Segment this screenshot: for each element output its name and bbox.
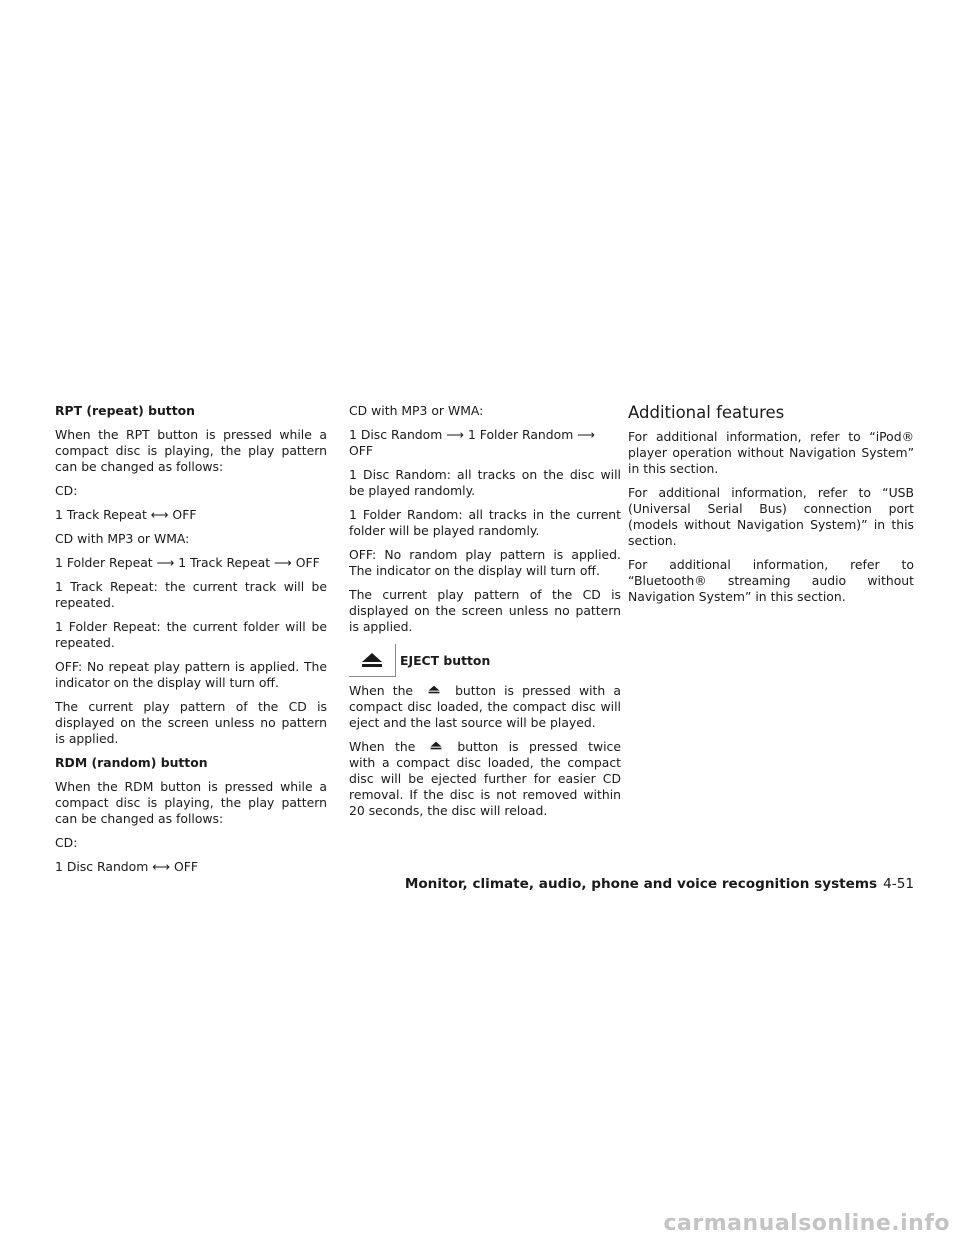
- bluetooth-reference: For additional information, refer to “Bluetooth® streaming audio without Navigation System” in this section.: [628, 557, 914, 604]
- eject-heading: EJECT button: [400, 652, 491, 668]
- page-footer: [405, 876, 914, 892]
- mp3-random-sequence: 1 Disc Random ⟶ 1 Folder Random ⟶ OFF: [349, 427, 596, 458]
- disc-random-desc: 1 Disc Random: all tracks on the disc will be played randomly.: [349, 467, 621, 498]
- rpt-heading: RPT (repeat) button: [55, 403, 195, 418]
- folder-repeat-desc: 1 Folder Repeat: the current folder will be repeated.: [55, 619, 327, 650]
- random-display-desc: The current play pattern of the CD is displayed on the screen unless no pattern is applied.: [349, 587, 621, 634]
- repeat-display-desc: The current play pattern of the CD is displayed on the screen unless no pattern is applied.: [55, 699, 327, 746]
- eject-p2-end: button is pressed twice with a compact disc loaded, the compact disc will be ejected further for easier CD removal. If the disc is not removed within 20 seconds, the disc will reload.: [349, 739, 621, 818]
- eject-icon: [413, 683, 455, 697]
- column-middle: [349, 403, 621, 827]
- cd-repeat-sequence: 1 Track Repeat ⟷ OFF: [55, 507, 197, 522]
- eject-p2-start: When the: [349, 739, 416, 754]
- folder-random-desc: 1 Folder Random: all tracks in the current folder will be played randomly.: [349, 507, 621, 538]
- cd-label: CD:: [55, 483, 78, 498]
- eject-icon: [361, 652, 383, 668]
- watermark: carmanualsonline.info: [663, 1211, 950, 1236]
- rdm-cd-sequence: 1 Disc Random ⟷ OFF: [55, 859, 198, 874]
- eject-heading-row: [349, 643, 621, 677]
- eject-icon: [415, 739, 457, 753]
- rdm-intro: When the RDM button is pressed while a compact disc is playing, the play pattern can be changed as follows:: [55, 779, 327, 826]
- repeat-off-desc: OFF: No repeat play pattern is applied. The indicator on the display will turn off.: [55, 659, 327, 690]
- eject-paragraph-1: [349, 683, 621, 731]
- random-off-desc: OFF: No random play pattern is applied. The indicator on the display will turn off.: [349, 547, 621, 578]
- chapter-title: Monitor, climate, audio, phone and voice recognition systems: [404, 876, 878, 892]
- mp3-label: CD with MP3 or WMA:: [349, 403, 484, 418]
- ipod-reference: For additional information, refer to “iPod® player operation without Navigation System” in this section.: [628, 429, 914, 476]
- additional-features-heading: Additional features: [628, 403, 785, 422]
- column-left: [55, 403, 327, 883]
- eject-icon-box: [349, 644, 396, 677]
- usb-reference: For additional information, refer to “USB (Universal Serial Bus) connection port (models without Navigation System)” in this section.: [628, 485, 914, 548]
- eject-p1-end: button is pressed with a compact disc loaded, the compact disc will eject and the last source will be played.: [349, 683, 621, 730]
- rdm-cd-label: CD:: [55, 835, 78, 850]
- column-right: [628, 403, 914, 613]
- rdm-heading: RDM (random) button: [55, 755, 208, 770]
- mp3-repeat-sequence: 1 Folder Repeat ⟶ 1 Track Repeat ⟶ OFF: [55, 555, 320, 570]
- eject-paragraph-2: [349, 739, 621, 819]
- mp3-label: CD with MP3 or WMA:: [55, 531, 190, 546]
- track-repeat-desc: 1 Track Repeat: the current track will be repeated.: [55, 579, 327, 610]
- eject-p1-start: When the: [349, 683, 414, 698]
- page-number: 4-51: [883, 876, 914, 892]
- rpt-intro: When the RPT button is pressed while a compact disc is playing, the play pattern can be changed as follows:: [55, 427, 327, 474]
